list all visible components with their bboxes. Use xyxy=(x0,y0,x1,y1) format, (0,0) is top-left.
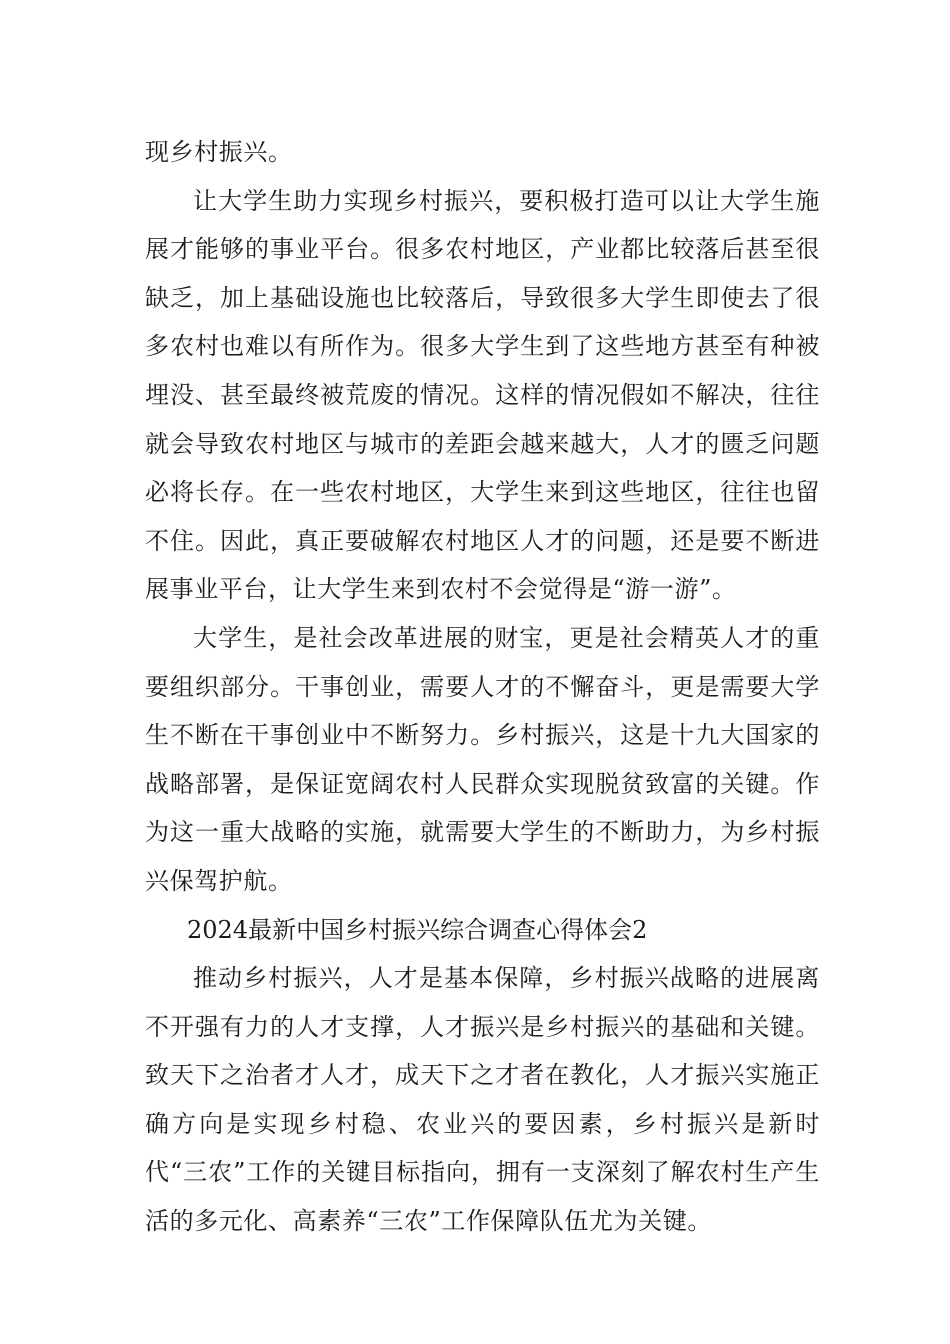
paragraph-student-role: 大学生，是社会改革进展的财宝，更是社会精英人才的重要组织部分。干事创业，需要人才的不懈奋斗，更是需要大学生不断在干事创业中不断努力。乡村振兴，这是十九大国家的战略部署，是保证宽阔农村人民群众实现脱贫致富的关键。作为这一重大战略的实施，就需要大学生的不断助力，为乡村振兴保驾护航。 xyxy=(145,623,820,895)
section-heading: 2024最新中国乡村振兴综合调查心得体会2 xyxy=(187,915,648,944)
document-body xyxy=(145,128,820,1246)
paragraph-continued: 现乡村振兴。 xyxy=(145,138,293,166)
paragraph-student-platform: 让大学生助力实现乡村振兴，要积极打造可以让大学生施展才能够的事业平台。很多农村地区，产业都比较落后甚至很缺乏，加上基础设施也比较落后，导致很多大学生即使去了很多农村也难以有所作为。很多大学生到了这些地方甚至有种被埋没、甚至最终被荒废的情况。这样的情况假如不解决，往往就会导致农村地区与城市的差距会越来越大，人才的匮乏问题必将长存。在一些农村地区，大学生来到这些地区，往往也留不住。因此，真正要破解农村地区人才的问题，还是要不断进展事业平台，让大学生来到农村不会觉得是“游一游”。 xyxy=(145,186,820,604)
paragraph-talent-support: 推动乡村振兴，人才是基本保障，乡村振兴战略的进展离不开强有力的人才支撑，人才振兴是乡村振兴的基础和关键。致天下之治者才人才，成天下之才者在教化，人才振兴实施正确方向是实现乡村稳、农业兴的要因素，乡村振兴是新时代“三农”工作的关键目标指向，拥有一支深刻了解农村生产生活的多元化、高素养“三农”工作保障队伍尤为关键。 xyxy=(145,964,820,1236)
